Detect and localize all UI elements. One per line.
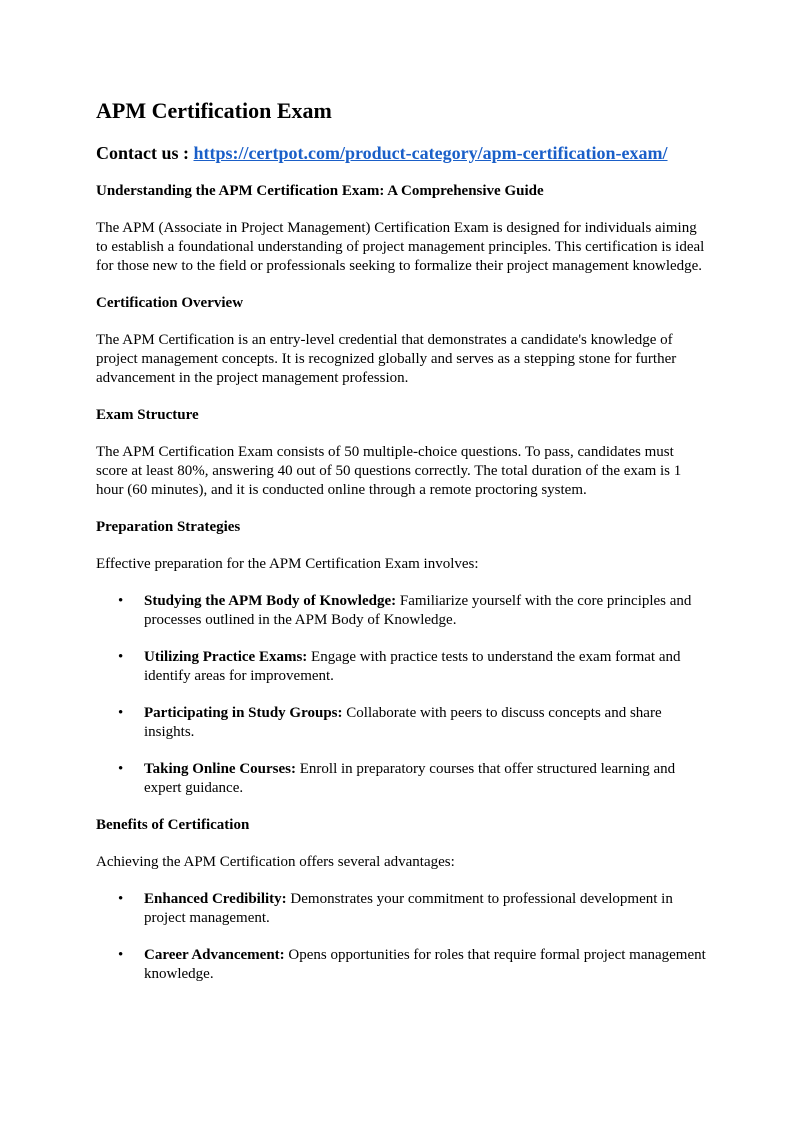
benefits-heading: Benefits of Certification bbox=[96, 817, 250, 833]
bullet-icon: • bbox=[118, 891, 124, 907]
list-item-term: Utilizing Practice Exams: bbox=[144, 649, 308, 665]
contact-link[interactable]: https://certpot.com/product-category/apm-certification-exam/ bbox=[193, 143, 668, 163]
preparation-intro: Effective preparation for the APM Certification Exam involves: bbox=[96, 556, 479, 572]
list-item-term: Career Advancement: bbox=[144, 947, 285, 963]
page-title: APM Certification Exam bbox=[96, 98, 332, 123]
list-item bbox=[96, 648, 706, 686]
structure-heading: Exam Structure bbox=[96, 407, 199, 423]
list-item bbox=[96, 890, 706, 928]
list-item-text: Opens opportunities for roles that require formal project management knowledge. bbox=[144, 947, 706, 982]
list-item bbox=[96, 704, 706, 742]
contact-line bbox=[96, 142, 706, 165]
intro-paragraph: The APM (Associate in Project Management) Certification Exam is designed for individuals aiming to establish a foundational understanding of project management principles. This certification is ideal for those new to the field or professionals seeking to formalize their project management knowledge. bbox=[96, 220, 705, 274]
list-item-text: Engage with practice tests to understand the exam format and identify areas for improvement. bbox=[144, 649, 681, 684]
list-item bbox=[96, 592, 706, 630]
list-item-term: Participating in Study Groups: bbox=[144, 705, 343, 721]
guide-heading: Understanding the APM Certification Exam: A Comprehensive Guide bbox=[96, 183, 544, 199]
list-item-text: Demonstrates your commitment to professional development in project management. bbox=[144, 891, 673, 926]
list-item-term: Studying the APM Body of Knowledge: bbox=[144, 593, 397, 609]
list-item-term: Enhanced Credibility: bbox=[144, 891, 287, 907]
structure-paragraph: The APM Certification Exam consists of 50 multiple-choice questions. To pass, candidates must score at least 80%, answering 40 out of 50 questions correctly. The total duration of the exam is 1 hour (60 minutes), and it is conducted online through a remote proctoring system. bbox=[96, 444, 682, 498]
bullet-icon: • bbox=[118, 593, 124, 609]
preparation-heading: Preparation Strategies bbox=[96, 519, 241, 535]
contact-label: Contact us : bbox=[96, 143, 189, 163]
list-item-text: Familiarize yourself with the core principles and processes outlined in the APM Body of Knowledge. bbox=[144, 593, 692, 628]
overview-heading: Certification Overview bbox=[96, 295, 244, 311]
bullet-icon: • bbox=[118, 761, 124, 777]
list-item bbox=[96, 760, 706, 798]
list-item-term: Taking Online Courses: bbox=[144, 761, 296, 777]
preparation-list bbox=[96, 592, 706, 798]
bullet-icon: • bbox=[118, 705, 124, 721]
list-item bbox=[96, 946, 706, 984]
bullet-icon: • bbox=[118, 947, 124, 963]
bullet-icon: • bbox=[118, 649, 124, 665]
document-page bbox=[96, 97, 706, 984]
list-item-text: Enroll in preparatory courses that offer structured learning and expert guidance. bbox=[144, 761, 676, 796]
benefits-list bbox=[96, 890, 706, 984]
list-item-text: Collaborate with peers to discuss concepts and share insights. bbox=[144, 705, 662, 740]
overview-paragraph: The APM Certification is an entry-level credential that demonstrates a candidate's knowledge of project management concepts. It is recognized globally and serves as a stepping stone for further advancement in the project management profession. bbox=[96, 332, 677, 386]
benefits-intro: Achieving the APM Certification offers several advantages: bbox=[96, 854, 455, 870]
